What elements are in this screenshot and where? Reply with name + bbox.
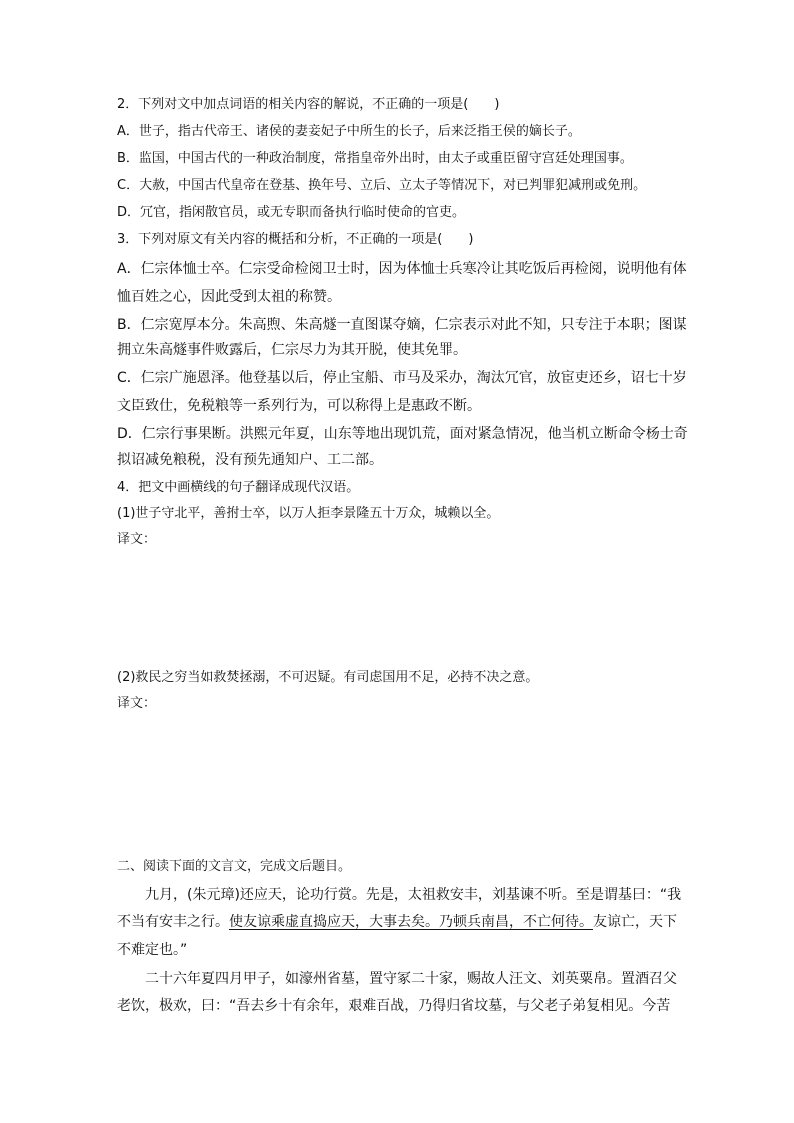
q4-sentence-2: (2)救民之穷当如救焚拯溺，不可迟疑。有司虑国用不足，必持不决之意。 (117, 670, 539, 685)
q4-sentence-1: (1)世子守北平，善拊士卒，以万人拒李景隆五十万众，城赖以全。 (117, 506, 500, 521)
q4-translation-label-1: 译文： (117, 532, 157, 547)
q3-option-b-line1: B．仁宗宽厚本分。朱高煦、朱高燧一直图谋夺嫡，仁宗表示对此不知，只专注于本职；图谋 (117, 317, 687, 333)
q4-stem: 4．把文中画横线的句子翻译成现代汉语。 (117, 480, 360, 495)
passage-line-4: 二十六年夏四月甲子，如濠州省墓，置守冢二十家，赐故人汪文、刘英粟帛。置酒召父 (117, 971, 677, 987)
passage-line-2-post: 友谅亡，天下 (593, 914, 677, 930)
section-2-heading: 二、阅读下面的文言文，完成文后题目。 (117, 859, 352, 874)
q3-option-d-line1: D．仁宗行事果断。洪熙元年夏，山东等地出现饥荒，面对紧急情况，他当机立断命令杨士奇 (117, 426, 688, 442)
q3-stem: 3．下列对原文有关内容的概括和分析，不正确的一项是( ) (117, 232, 474, 247)
underlined-sentence: 使友谅乘虚直捣应天，大事去矣。乃顿兵南昌，不亡何待。 (229, 914, 593, 930)
q3-option-c-line2: 文臣致仕，免税粮等一系列行为，可以称得上是惠政不断。 (117, 398, 481, 414)
passage-line-2-pre: 不当有安丰之行。 (117, 914, 229, 930)
q3-option-a-line2: 恤百姓之心，因此受到太祖的称赞。 (117, 289, 341, 305)
q3-option-c-line1: C．仁宗广施恩泽。他登基以后，停止宝船、市马及采办，淘汰冗官，放宦吏还乡，诏七十岁 (117, 370, 687, 386)
passage-line-1: 九月，(朱元璋)还应天，论功行赏。先是，太祖救安丰，刘基谏不听。至是谓基曰：“我 (117, 887, 682, 903)
passage-line-3: 不难定也。” (117, 942, 188, 958)
q2-stem: 2．下列对文中加点词语的相关内容的解说，不正确的一项是( ) (117, 97, 500, 112)
q2-option-c: C．大赦，中国古代皇帝在登基、换年号、立后、立太子等情况下，对已判罪犯减刑或免刑。 (117, 178, 647, 193)
q3-option-b-line2: 拥立朱高燧事件败露后，仁宗尽力为其开脱，使其免罪。 (117, 342, 467, 358)
q4-translation-label-2: 译文： (117, 696, 157, 711)
q2-option-b: B．监国，中国古代的一种政治制度，常指皇帝外出时，由太子或重臣留守宫廷处理国事。 (117, 151, 633, 166)
passage-line-2 (117, 912, 677, 932)
q3-option-a-line1: A．仁宗体恤士卒。仁宗受命检阅卫士时，因为体恤士兵寒冷让其吃饭后再检阅，说明他有体 (117, 261, 687, 277)
q2-option-d: D．冗官，指闲散官员，或无专职而备执行临时使命的官吏。 (117, 205, 466, 220)
q3-option-d-line2: 拟诏减免粮税，没有预先通知户、工二部。 (117, 452, 383, 468)
passage-line-5: 老饮，极欢，曰：“吾去乡十有余年，艰难百战，乃得归省坟墓，与父老子弟复相见。今苦 (117, 998, 671, 1014)
q2-option-a: A．世子，指古代帝王、诸侯的妻妾妃子中所生的长子，后来泛指王侯的嫡长子。 (117, 124, 581, 139)
